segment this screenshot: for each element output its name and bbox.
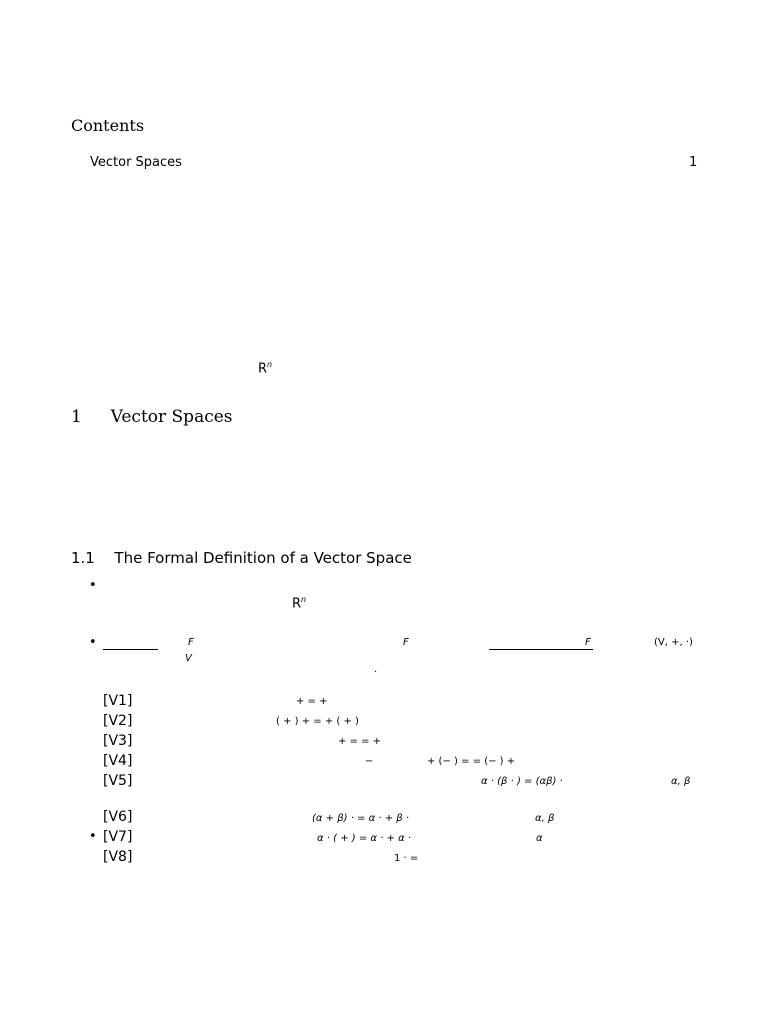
subsection-heading — [71, 549, 412, 567]
axiom-formula: 1 · = — [394, 853, 419, 864]
axiom-scalars: α, β — [671, 776, 691, 787]
axiom-scalars: α — [536, 833, 543, 844]
section-heading — [71, 407, 233, 427]
bullet-marker: • — [89, 578, 97, 593]
subsection-number: 1.1 — [71, 549, 95, 567]
bullet-marker: • — [89, 829, 97, 844]
section-title: Vector Spaces — [110, 407, 233, 427]
axiom-label: [V4] — [103, 753, 133, 769]
toc-title: Contents — [71, 116, 145, 135]
vector-space-triple: (V, +, ·) — [654, 637, 693, 648]
underline-blank-2 — [489, 649, 593, 650]
axiom-formula: (α + β) · = α · + β · — [312, 813, 410, 824]
intro-rn — [258, 360, 272, 376]
axiom-scalars: α, β — [535, 813, 555, 824]
set-symbol-v: V — [185, 653, 192, 664]
field-symbol-f: F — [403, 637, 409, 648]
axiom-label: [V7] — [103, 829, 133, 845]
axiom-formula: ( + ) + = + ( + ) — [276, 716, 359, 727]
bullet1-rn-base: R — [292, 596, 302, 612]
axiom-label: [V1] — [103, 693, 133, 709]
scalar-mult-dot: · — [374, 667, 378, 678]
axiom-label: [V5] — [103, 773, 133, 789]
underline-blank-1 — [103, 649, 158, 650]
axiom-formula: + = = + — [338, 736, 382, 747]
axiom-label: [V6] — [103, 809, 133, 825]
toc-entry-label[interactable]: Vector Spaces — [90, 155, 182, 170]
axiom-label: [V8] — [103, 849, 133, 865]
field-symbol-f: F — [585, 637, 591, 648]
intro-rn-base: R — [258, 361, 268, 377]
axiom-label: [V3] — [103, 733, 133, 749]
bullet1-rn-exp: n — [301, 595, 307, 604]
axiom-formula: + (− ) = = (− ) + — [427, 756, 516, 767]
axiom-formula: + = + — [296, 696, 328, 707]
bullet-marker: • — [89, 635, 97, 650]
field-symbol-f: F — [188, 637, 194, 648]
section-number: 1 — [71, 407, 82, 427]
axiom-formula: α · ( + ) = α · + α · — [317, 833, 412, 844]
toc-entry-page[interactable]: 1 — [689, 155, 698, 170]
intro-rn-exp: n — [267, 360, 273, 369]
bullet1-rn — [292, 595, 306, 611]
subsection-title: The Formal Definition of a Vector Space — [114, 549, 412, 567]
axiom-formula-negation: − — [365, 756, 374, 767]
axiom-formula: α · (β · ) = (αβ) · — [481, 776, 563, 787]
axiom-label: [V2] — [103, 713, 133, 729]
